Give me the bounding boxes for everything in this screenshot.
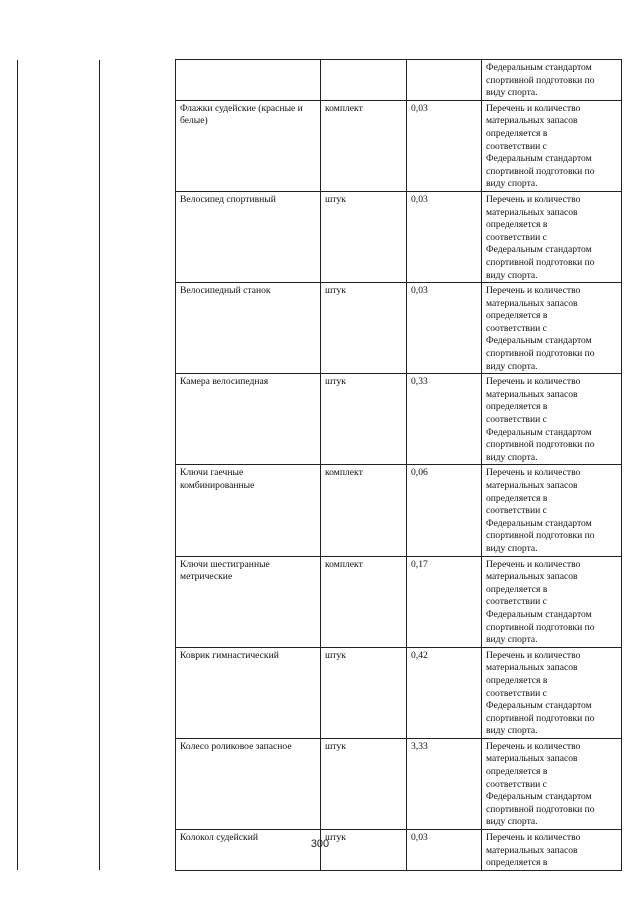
- table-row: [18, 60, 622, 101]
- quantity-cell: 0,33: [407, 374, 482, 465]
- item-name-cell: Велосипед спортивный: [176, 191, 321, 282]
- unit-cell: штук: [321, 283, 407, 374]
- note-cell: Перечень и количество материальных запасов определяется в соответствии с Федеральным стандартом спортивной подготовки по виду спорта.: [482, 556, 622, 647]
- unit-cell: штук: [321, 647, 407, 738]
- quantity-cell: 0,03: [407, 283, 482, 374]
- note-cell: Перечень и количество материальных запасов определяется в соответствии с Федеральным стандартом спортивной подготовки по виду спорта.: [482, 191, 622, 282]
- item-name-cell: Камера велосипедная: [176, 374, 321, 465]
- unit-cell: [321, 60, 407, 101]
- unit-cell: комплект: [321, 465, 407, 556]
- item-name-cell: Колокол судейский: [176, 830, 321, 871]
- note-cell: Федеральным стандартом спортивной подготовки по виду спорта.: [482, 60, 622, 101]
- unit-cell: комплект: [321, 556, 407, 647]
- quantity-cell: 0,03: [407, 100, 482, 191]
- note-cell: Перечень и количество материальных запасов определяется в соответствии с Федеральным стандартом спортивной подготовки по виду спорта.: [482, 100, 622, 191]
- quantity-cell: 0,42: [407, 647, 482, 738]
- item-name-cell: Велосипедный станок: [176, 283, 321, 374]
- unit-cell: комплект: [321, 100, 407, 191]
- blank-cell: [18, 60, 100, 871]
- quantity-cell: [407, 60, 482, 101]
- note-cell: Перечень и количество материальных запасов определяется в соответствии с Федеральным стандартом спортивной подготовки по виду спорта.: [482, 647, 622, 738]
- note-cell: Перечень и количество материальных запасов определяется в: [482, 830, 622, 871]
- quantity-cell: 0,17: [407, 556, 482, 647]
- unit-cell: штук: [321, 738, 407, 829]
- item-name-cell: Флажки судейские (красные и белые): [176, 100, 321, 191]
- unit-cell: штук: [321, 191, 407, 282]
- quantity-cell: 3,33: [407, 738, 482, 829]
- blank-cell: [100, 60, 176, 871]
- note-cell: Перечень и количество материальных запасов определяется в соответствии с Федеральным стандартом спортивной подготовки по виду спорта.: [482, 738, 622, 829]
- quantity-cell: 0,03: [407, 191, 482, 282]
- item-name-cell: Коврик гимнастический: [176, 647, 321, 738]
- quantity-cell: 0,06: [407, 465, 482, 556]
- note-cell: Перечень и количество материальных запасов определяется в соответствии с Федеральным стандартом спортивной подготовки по виду спорта.: [482, 465, 622, 556]
- equipment-table: [17, 59, 622, 871]
- unit-cell: штук: [321, 830, 407, 871]
- note-cell: Перечень и количество материальных запасов определяется в соответствии с Федеральным стандартом спортивной подготовки по виду спорта.: [482, 283, 622, 374]
- quantity-cell: 0,03: [407, 830, 482, 871]
- item-name-cell: Ключи шестигранные метрические: [176, 556, 321, 647]
- item-name-cell: Ключи гаечные комбинированные: [176, 465, 321, 556]
- item-name-cell: [176, 60, 321, 101]
- item-name-cell: Колесо роликовое запасное: [176, 738, 321, 829]
- note-cell: Перечень и количество материальных запасов определяется в соответствии с Федеральным стандартом спортивной подготовки по виду спорта.: [482, 374, 622, 465]
- page-number: 300: [310, 838, 330, 850]
- unit-cell: штук: [321, 374, 407, 465]
